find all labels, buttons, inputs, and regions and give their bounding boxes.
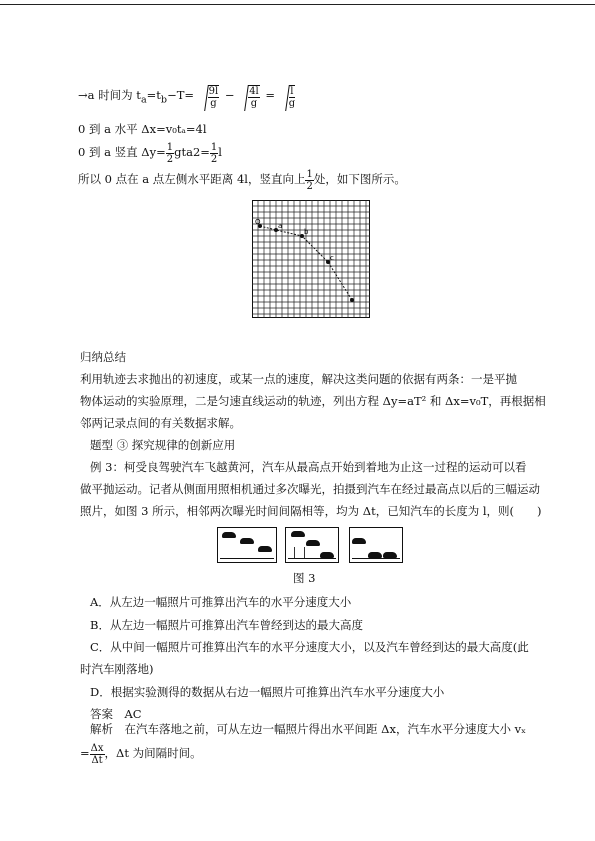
sqrt-l-over-g — [281, 81, 295, 111]
car-icon — [352, 538, 366, 544]
formula-text: = — [80, 746, 90, 760]
formula-line-4 — [78, 166, 406, 192]
ground-line — [288, 558, 336, 559]
numerator: 9l — [208, 86, 219, 97]
formula-line-3 — [78, 140, 222, 165]
car-icon — [222, 532, 236, 538]
summary-heading: 归纳总结 — [80, 350, 126, 364]
numerator: 4l — [249, 86, 259, 97]
summary-para-line-3: 邻两记录点间的有关数据求解。 — [80, 416, 241, 430]
question-stem-line-2: 做平抛运动。记者从侧面用照相机通过多次曝光，拍摄到汽车在经过最高点以后的三幅运动 — [80, 482, 540, 496]
answer: 答案 AC — [90, 707, 142, 721]
fraction-dx-dt — [90, 743, 105, 766]
formula-text: = — [265, 88, 276, 102]
label-b: b — [304, 228, 309, 236]
numerator: 1 — [210, 141, 218, 153]
option-d: D．根据实验测得的数据从右边一幅照片可推算出汽车水平分速度大小 — [90, 685, 445, 699]
option-a: A．从左边一幅照片可推算出汽车的水平分速度大小 — [90, 595, 352, 609]
summary-para-line-2: 物体运动的实验原理，二是匀速直线运动的轨迹，列出方程 Δy=aT² 和 Δx=v₀T，再根据相 — [80, 394, 546, 408]
point-d — [350, 298, 354, 302]
denominator: g — [288, 98, 296, 109]
car-icon — [306, 540, 320, 546]
question-stem-line-3: 照片，如图 3 所示，相邻两次曝光时间间隔相等，均为 Δt，已知汽车的长度为 l，则( ) — [80, 504, 542, 518]
label-o: O — [255, 218, 261, 226]
denominator: g — [210, 98, 217, 109]
fraction-half — [305, 169, 313, 192]
denominator: 2 — [306, 180, 313, 192]
photo-middle — [285, 527, 339, 563]
ground-line — [220, 558, 274, 559]
label-c: c — [330, 254, 334, 262]
formula-text: 所以 0 点在 a 点左侧水平距离 4l，竖直向上 — [78, 172, 306, 186]
question-stem-line-1: 例 3：柯受良驾驶汽车飞越黄河，汽车从最高点开始到着地为止这一过程的运动可以看 — [90, 460, 527, 474]
photo-left — [217, 527, 277, 563]
formula-text: →a 时间为 t — [78, 88, 141, 102]
formula-text: a2= — [186, 145, 210, 159]
denominator: Δt — [91, 754, 103, 766]
numerator: 1 — [306, 168, 313, 180]
trajectory-grid-figure — [252, 200, 370, 318]
formula-text: gt — [174, 145, 187, 159]
formula-text: 0 到 a 竖直 Δy= — [78, 145, 166, 159]
option-c-line-2: 时汽车刚落地) — [80, 662, 154, 676]
analysis-line-1: 解析 在汽车落地之前，可从左边一幅照片得出水平间距 Δx，汽车水平分速度大小 vₓ — [90, 722, 526, 736]
formula-text: ，Δt 为间隔时间。 — [104, 746, 202, 760]
formula-line-2: 0 到 a 水平 Δx=v₀tₐ=4l — [78, 122, 207, 136]
car-icon — [240, 538, 254, 544]
option-b: B．从左边一幅照片可推算出汽车曾经到达的最大高度 — [90, 618, 363, 632]
numerator: Δx — [90, 742, 104, 754]
ground-line — [352, 558, 400, 559]
summary-para-line-1: 利用轨迹去求抛出的初速度，或某一点的速度，解决这类问题的依据有两条：一是平抛 — [80, 372, 517, 386]
figure-caption: 图 3 — [293, 571, 316, 585]
grid-svg — [252, 200, 370, 318]
denominator: g — [250, 98, 258, 109]
denominator: 2 — [210, 153, 218, 165]
analysis-line-2 — [80, 740, 202, 766]
denominator: 2 — [166, 153, 174, 165]
label-a: a — [278, 222, 283, 230]
photo-right — [349, 527, 403, 563]
sqrt-9l-over-g — [200, 81, 220, 111]
fraction-half — [166, 142, 174, 165]
option-c-line-1: C．从中间一幅照片可推算出汽车的水平分速度大小，以及汽车曾经到达的最大高度(此 — [90, 640, 529, 654]
subscript-a: a — [140, 94, 147, 106]
formula-text: l — [218, 145, 222, 159]
question-type-heading: 题型 ③ 探究规律的创新应用 — [90, 438, 236, 452]
numerator: 1 — [166, 141, 174, 153]
car-icon — [258, 546, 272, 552]
formula-text: =t — [146, 88, 161, 102]
sqrt-4l-over-g — [240, 81, 260, 111]
header-rule — [0, 4, 595, 5]
formula-text: − — [224, 88, 235, 102]
car-icon — [291, 531, 305, 537]
formula-text: 处，如下图所示。 — [313, 172, 406, 186]
formula-line-1 — [78, 80, 297, 115]
formula-text: −T= — [167, 88, 195, 102]
numerator: l — [290, 86, 294, 97]
subscript-b: b — [160, 94, 168, 106]
